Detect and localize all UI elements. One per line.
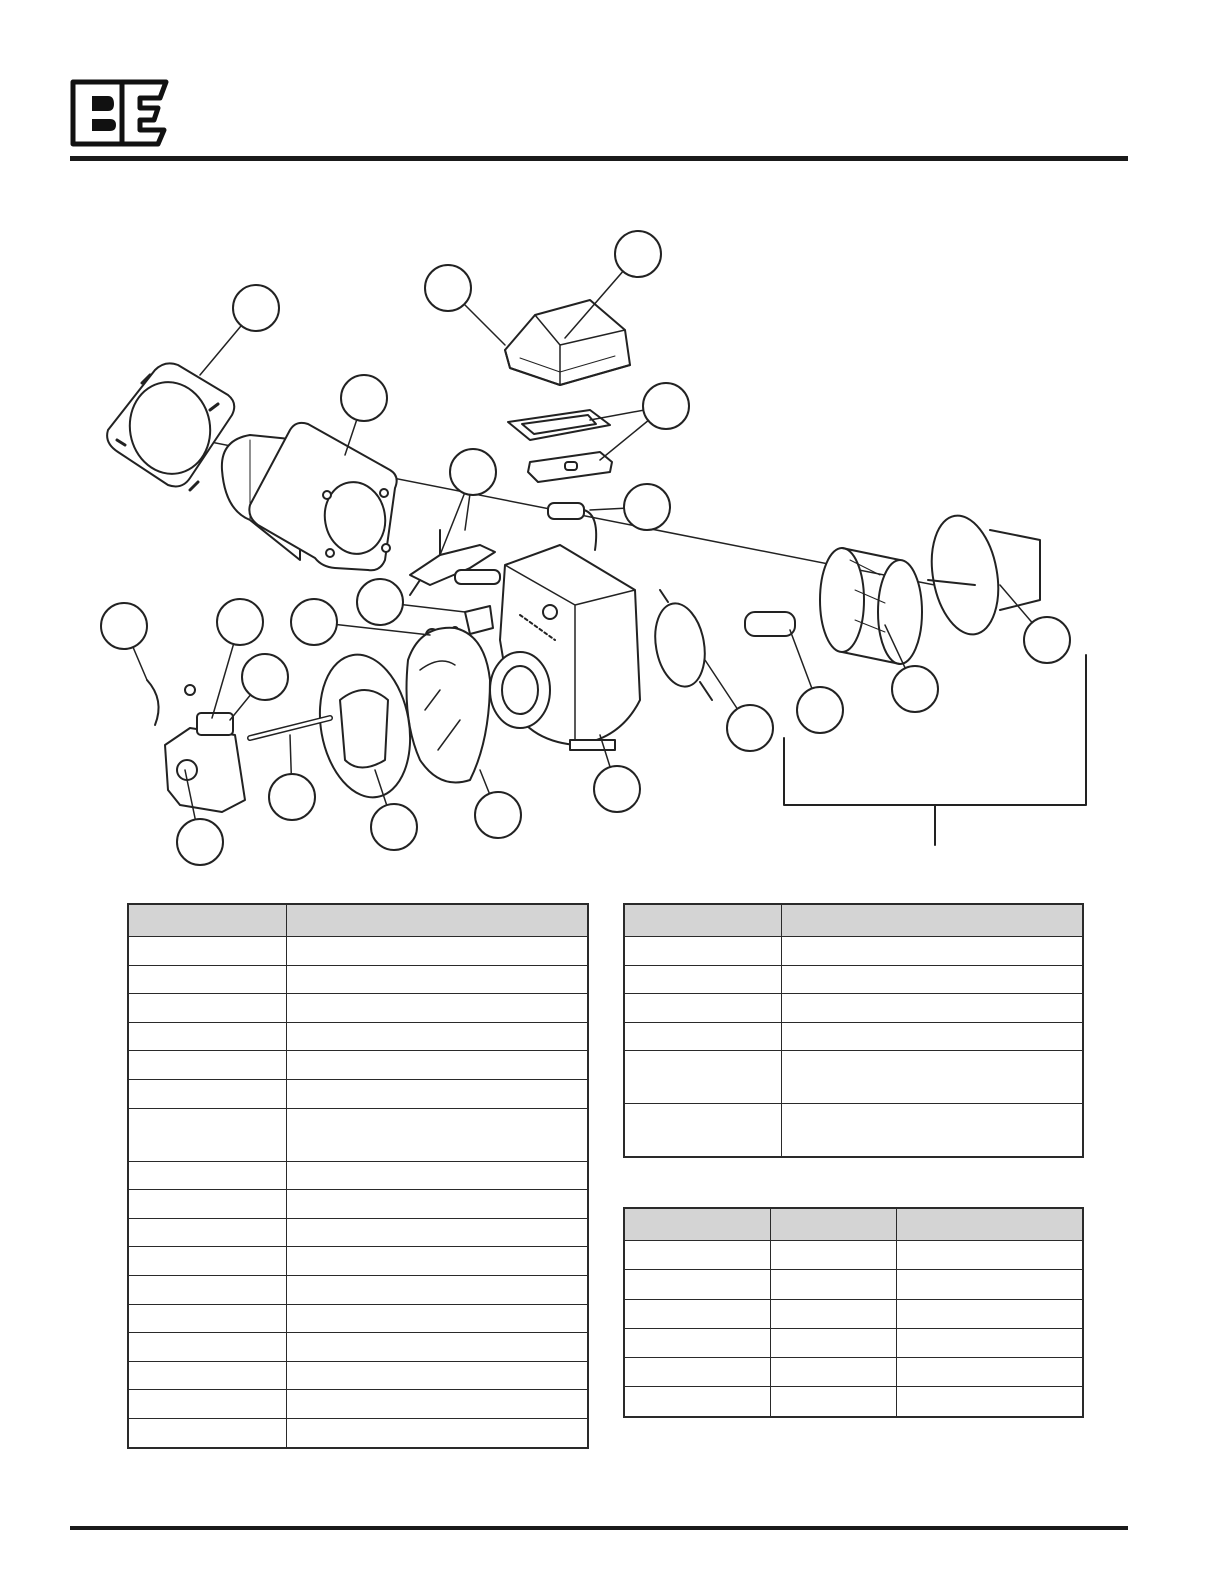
table-cell bbox=[624, 1051, 781, 1104]
header-rule bbox=[70, 156, 1128, 161]
table-row bbox=[128, 1190, 588, 1219]
motor bbox=[923, 510, 1040, 639]
cover-gasket bbox=[508, 410, 610, 440]
table-row bbox=[128, 994, 588, 1023]
table-cell bbox=[286, 1051, 588, 1080]
table-cell bbox=[286, 1022, 588, 1051]
table-cell bbox=[781, 1104, 1083, 1158]
table-header-row bbox=[624, 1208, 1083, 1241]
table-row bbox=[128, 1390, 588, 1419]
table-cell bbox=[128, 1275, 286, 1304]
table-cell bbox=[770, 1270, 896, 1299]
table-cell bbox=[781, 965, 1083, 994]
table-cell bbox=[286, 994, 588, 1023]
table-row bbox=[128, 965, 588, 994]
table-row bbox=[624, 1104, 1083, 1158]
table-row bbox=[128, 1333, 588, 1362]
table-cell bbox=[128, 1022, 286, 1051]
table-cell bbox=[624, 1328, 770, 1357]
callout-circle bbox=[217, 599, 263, 645]
table-cell bbox=[128, 1108, 286, 1161]
table-row bbox=[624, 1387, 1083, 1417]
table-header-cell bbox=[770, 1208, 896, 1241]
table-row bbox=[128, 1161, 588, 1190]
oil-pump bbox=[147, 680, 245, 812]
callout-circle bbox=[425, 265, 471, 311]
table-cell bbox=[770, 1241, 896, 1270]
callout-circle bbox=[1024, 617, 1070, 663]
parts-table-right-bottom bbox=[623, 1207, 1084, 1418]
table-row bbox=[128, 1247, 588, 1276]
brand-logo bbox=[70, 78, 170, 148]
table-cell bbox=[286, 937, 588, 966]
table-cell bbox=[286, 1108, 588, 1161]
table-header-row bbox=[128, 904, 588, 937]
logo-letter-e bbox=[122, 82, 166, 144]
table-row bbox=[128, 1079, 588, 1108]
table-header-cell bbox=[286, 904, 588, 937]
table-header-cell bbox=[781, 904, 1083, 937]
table-cell bbox=[624, 965, 781, 994]
table-cell bbox=[624, 1387, 770, 1417]
table-cell bbox=[286, 1304, 588, 1333]
table-cell bbox=[286, 1361, 588, 1390]
callout-circle bbox=[291, 599, 337, 645]
table-cell bbox=[770, 1387, 896, 1417]
table-cell bbox=[781, 937, 1083, 966]
table-row bbox=[128, 1022, 588, 1051]
table-cell bbox=[286, 1218, 588, 1247]
table-row bbox=[624, 937, 1083, 966]
table-cell bbox=[286, 1275, 588, 1304]
air-shutter bbox=[309, 647, 421, 804]
air-band bbox=[407, 628, 491, 783]
table-row bbox=[128, 1051, 588, 1080]
table-cell bbox=[286, 1161, 588, 1190]
table-row bbox=[128, 1304, 588, 1333]
table-cell bbox=[128, 1247, 286, 1276]
parts-table-right-top bbox=[623, 903, 1084, 1158]
table-row bbox=[128, 1275, 588, 1304]
callout-circle bbox=[727, 705, 773, 751]
table-cell bbox=[624, 1104, 781, 1158]
table-cell bbox=[781, 1051, 1083, 1104]
table-cell bbox=[128, 994, 286, 1023]
table-cell bbox=[896, 1328, 1083, 1357]
callout-circle bbox=[594, 766, 640, 812]
callout-circle bbox=[177, 819, 223, 865]
table-header-cell bbox=[624, 904, 781, 937]
table-row bbox=[624, 1358, 1083, 1387]
table-cell bbox=[128, 1051, 286, 1080]
table-cell bbox=[286, 1333, 588, 1362]
callout-circle bbox=[233, 285, 279, 331]
table-cell bbox=[770, 1299, 896, 1328]
table-cell bbox=[770, 1328, 896, 1357]
table-row bbox=[624, 1299, 1083, 1328]
table-row bbox=[624, 1051, 1083, 1104]
table-cell bbox=[128, 1418, 286, 1447]
table-cell bbox=[896, 1270, 1083, 1299]
table-cell bbox=[624, 1022, 781, 1051]
table-cell bbox=[128, 1304, 286, 1333]
table-header-row bbox=[624, 904, 1083, 937]
table-cell bbox=[770, 1358, 896, 1387]
table-header-cell bbox=[624, 1208, 770, 1241]
footer-rule bbox=[70, 1526, 1128, 1530]
table-cell bbox=[128, 1361, 286, 1390]
table-cell bbox=[128, 965, 286, 994]
table-cell bbox=[128, 1333, 286, 1362]
callout-circle bbox=[242, 654, 288, 700]
callout-circle bbox=[269, 774, 315, 820]
table-cell bbox=[128, 1218, 286, 1247]
table-cell bbox=[286, 1190, 588, 1219]
table-cell bbox=[286, 1418, 588, 1447]
table-row bbox=[624, 1022, 1083, 1051]
table-cell bbox=[624, 1358, 770, 1387]
callout-circle bbox=[624, 484, 670, 530]
callout-circle bbox=[475, 792, 521, 838]
table-cell bbox=[624, 1241, 770, 1270]
table-cell bbox=[286, 1247, 588, 1276]
callout-circle bbox=[797, 687, 843, 733]
coupling bbox=[745, 612, 795, 636]
callout-circle bbox=[450, 449, 496, 495]
table-cell bbox=[896, 1387, 1083, 1417]
table-cell bbox=[286, 1390, 588, 1419]
table-row bbox=[128, 1418, 588, 1447]
table-row bbox=[624, 1270, 1083, 1299]
table-row bbox=[128, 1361, 588, 1390]
table-row bbox=[624, 1328, 1083, 1357]
ignitor-cover bbox=[505, 300, 630, 385]
burner-housing bbox=[490, 545, 640, 750]
table-row bbox=[624, 965, 1083, 994]
table-cell bbox=[286, 965, 588, 994]
table-header-cell bbox=[128, 904, 286, 937]
mounting-gasket bbox=[649, 590, 712, 700]
table-header-cell bbox=[896, 1208, 1083, 1241]
callout-circle bbox=[371, 804, 417, 850]
table-row bbox=[624, 994, 1083, 1023]
callout-circle bbox=[101, 603, 147, 649]
callout-circle bbox=[357, 579, 403, 625]
photocell bbox=[548, 503, 596, 550]
table-cell bbox=[781, 1022, 1083, 1051]
table-row bbox=[128, 1218, 588, 1247]
callout-circle bbox=[892, 666, 938, 712]
table-row bbox=[624, 1241, 1083, 1270]
table-cell bbox=[896, 1299, 1083, 1328]
mounting-flange bbox=[107, 363, 234, 490]
table-cell bbox=[896, 1241, 1083, 1270]
table-row bbox=[128, 937, 588, 966]
table-cell bbox=[624, 937, 781, 966]
table-cell bbox=[286, 1079, 588, 1108]
table-cell bbox=[624, 1299, 770, 1328]
table-cell bbox=[624, 994, 781, 1023]
exploded-parts-diagram bbox=[0, 170, 1225, 890]
electrode-assembly bbox=[410, 530, 500, 595]
table-row bbox=[128, 1108, 588, 1161]
table-cell bbox=[128, 1390, 286, 1419]
table-cell bbox=[128, 1161, 286, 1190]
mounting-bracket bbox=[528, 452, 612, 482]
callout-circle bbox=[643, 383, 689, 429]
parts-table-left bbox=[127, 903, 589, 1449]
callout-circle bbox=[341, 375, 387, 421]
blower-wheel bbox=[820, 548, 922, 664]
table-cell bbox=[128, 937, 286, 966]
table-cell bbox=[781, 994, 1083, 1023]
table-cell bbox=[896, 1358, 1083, 1387]
table-cell bbox=[128, 1079, 286, 1108]
table-cell bbox=[624, 1270, 770, 1299]
callout-circle bbox=[615, 231, 661, 277]
table-cell bbox=[128, 1190, 286, 1219]
